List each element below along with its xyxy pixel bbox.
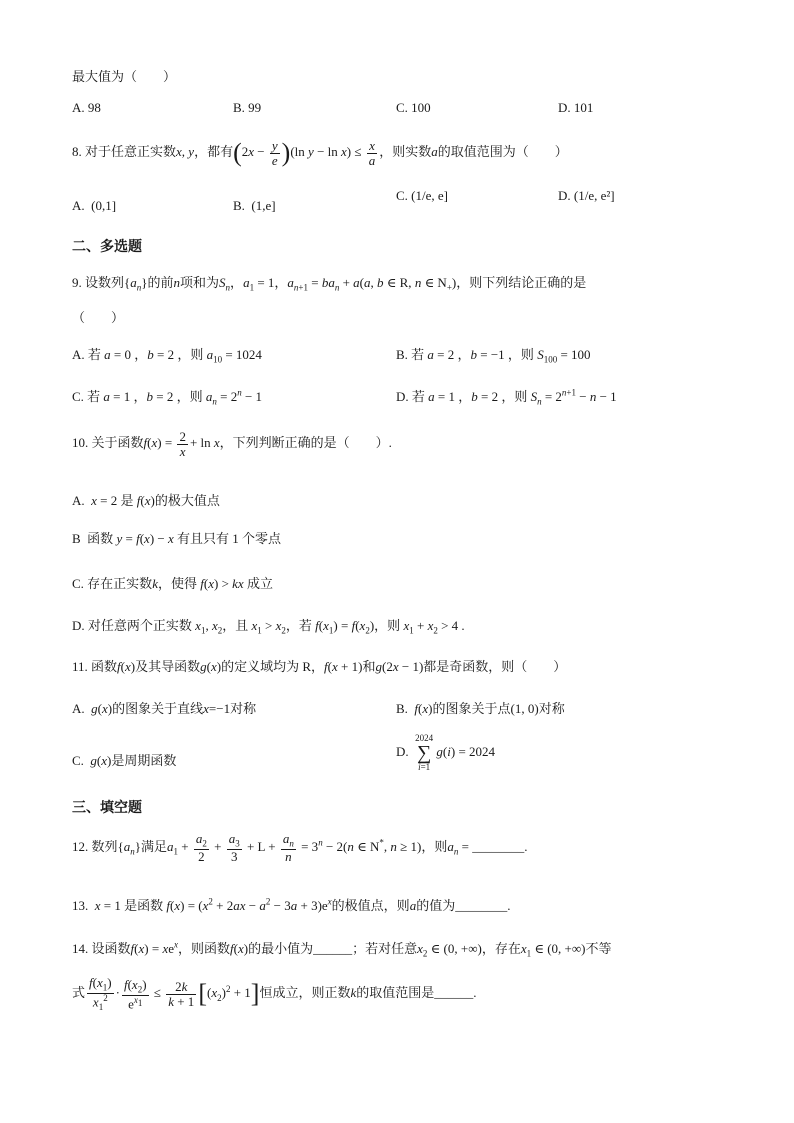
q14-answer-blank-2[interactable]: ______.	[434, 985, 477, 1001]
q9-stem-bracket: （ ）	[72, 310, 125, 325]
q10-stem: 10. 关于函数f(x) = $\frac{2}{x}$ + ln x，下列判断正确的是（ ）.	[72, 429, 392, 459]
q10-option-b: B 函数 y = f(x) − x 有且只有 1 个零点	[72, 531, 282, 546]
q11-option-c: C. g(x)是周期函数	[72, 753, 177, 768]
q8-option-d: D. (1/e, e²]	[558, 188, 615, 203]
q11-option-b: B. f(x)的图象关于点(1, 0)对称	[396, 701, 565, 716]
q8-option-a: A. (0,1]	[72, 198, 117, 213]
q8-option-c: C. (1/e, e]	[396, 188, 448, 203]
q11-option-d: D. 2024 ∑ i=1 g(i) = 2024	[396, 733, 496, 772]
q14-answer-blank-1[interactable]: ______	[313, 941, 353, 956]
q7-option-b: B. 99	[233, 100, 262, 115]
q13-stem: 13. x = 1 是函数 $f(x) = (x^2 + 2ax - a^2 - 3a + 3)e^x$的极值点，则a的值为________.	[72, 896, 511, 913]
q7-option-c: C. 100	[396, 100, 431, 115]
q10-option-d: D. 对任意两个正实数 $x_1$, $x_2$，且 $x_1 > x_2$，若 $f(x_1) = f(x_2)$，则 $x_1 + x_2 > 4$ .	[72, 618, 465, 636]
q10-option-a: A. x = 2 是 f(x)的极大值点	[72, 493, 220, 508]
q9-option-b: B. 若 a = 2 ，b = −1 ，则 $S_{100} = 100$	[396, 347, 591, 365]
q11-stem: 11. 函数f(x)及其导函数g(x)的定义域均为 R，f(x + 1)和g(2x − 1)都是奇函数，则（ ）	[72, 659, 567, 674]
q7-option-a: A. 98	[72, 100, 101, 115]
section-fill-in: 三、填空题	[72, 801, 142, 816]
q14-stem-line1: 14. 设函数$f(x) = xe^x$，则函数f(x)的最小值为______；若对任意$x_2$ ∈ (0, +∞)，存在$x_1$ ∈ (0, +∞)不等	[72, 939, 612, 959]
q7-stem-tail: 最大值为（ ）	[72, 69, 177, 84]
q12-answer-blank[interactable]: ________.	[472, 838, 528, 854]
q9-option-d: D. 若 a = 1 ，b = 2 ，则 $S_n = 2^{n+1} - n - 1$	[396, 387, 617, 407]
q9-stem: 9. 设数列$\{a_n\}$的前n项和为$S_n$，$a_1 = 1$，$a_{n+1} = ba_n + a(a$, b ∈ R, n ∈ $N_+$)，则下列结论正确的是	[72, 275, 587, 293]
q11-option-a: A. g(x)的图象关于直线x=−1对称	[72, 701, 257, 716]
q7-option-d: D. 101	[558, 100, 594, 115]
q12-stem: 12. 数列$\{a_n\}$满足$a_1$ + $\frac{a_2}{2}$ + $\frac{a_3}{3}$ + L + $\frac{a_n}{n}$ = $3^n - 2(n$ ∈ N*, n ≥ 1)，则$a_n$ = ________.	[72, 831, 528, 865]
q8-stem: 8. 对于任意正实数x, y，都有(2x − $\frac{y}{e}$ )(ln y − ln x) ≤ $\frac{x}{a}$ ，则实数a的取值范围为（ ）	[72, 137, 568, 168]
q10-option-c: C. 存在正实数k，使得 f(x) > kx 成立	[72, 576, 273, 591]
q9-option-c: C. 若 a = 1 ，b = 2 ，则 $a_n = 2^n - 1$	[72, 387, 263, 407]
q9-option-a: A. 若 a = 0 ，b = 2 ，则 $a_{10} = 1024$	[72, 347, 262, 365]
q13-answer-blank[interactable]: ________.	[455, 898, 511, 913]
section-multi-choice: 二、多选题	[72, 240, 142, 255]
q8-inequality: (2x − $\frac{y}{e}$ )(ln y − ln x) ≤ $\frac{x}{a}$	[233, 137, 376, 168]
q14-stem-line2: 式 $\frac{f(x_1)}{x_1^2}$ · $\frac{f(x_2)}{e^{x_1}}$ ≤ $\frac{2k}{k + 1}$ $[(x_2)^2 + 1]$恒成立，则正数k的取值范围是______.	[72, 975, 477, 1012]
q8-option-b: B. (1,e]	[233, 198, 276, 213]
